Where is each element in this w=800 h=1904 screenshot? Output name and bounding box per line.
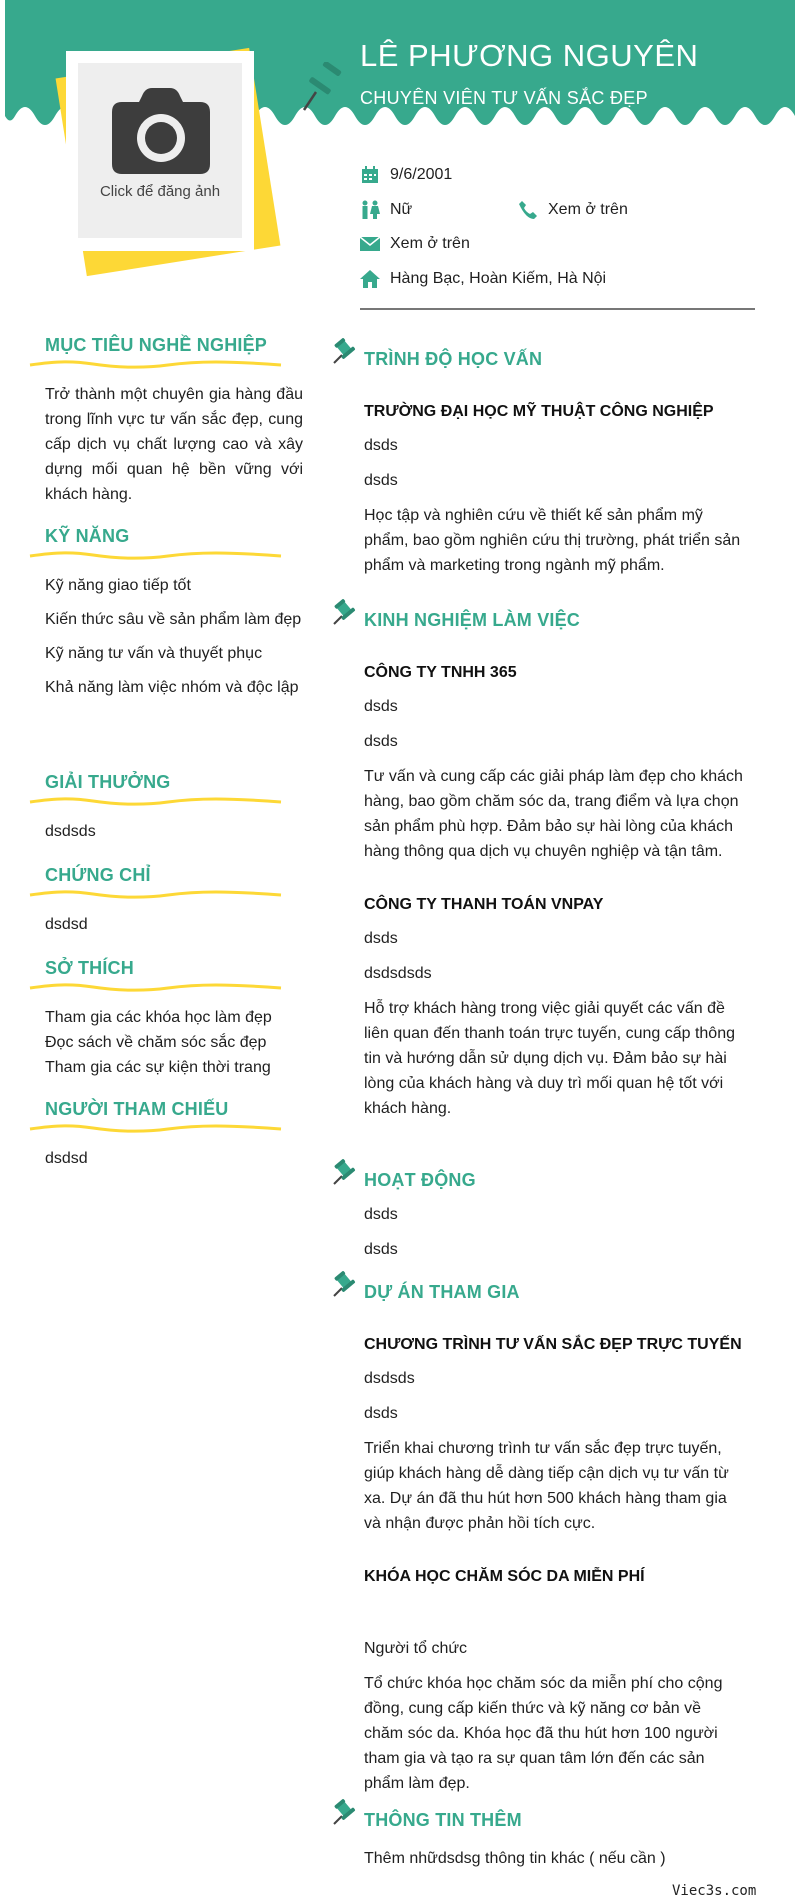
activities-heading: HOẠT ĐỘNG [364, 1169, 476, 1190]
candidate-name: LÊ PHƯƠNG NGUYÊN [360, 38, 699, 73]
birthday-row [360, 165, 452, 185]
job-line: dsds [364, 733, 398, 750]
hobbies-section [28, 958, 310, 1080]
objective-text: Trở thành một chuyên gia hàng đầu trong lĩnh vực tư vấn sắc đẹp, cung cấp dịch vụ chất lượng cao và xây dựng mối quan hệ bền vững với khách hàng. [45, 386, 303, 503]
email-row [360, 234, 470, 254]
gender-value: Nữ [390, 201, 413, 218]
awards-section [28, 772, 310, 844]
skills-list [45, 573, 303, 700]
address-value: Hàng Bạc, Hoàn Kiếm, Hà Nội [390, 270, 607, 287]
photo-upload-area[interactable] [78, 63, 242, 238]
certificates-heading: CHỨNG CHỈ [45, 865, 151, 885]
company-name: CÔNG TY THANH TOÁN VNPAY [364, 896, 604, 913]
home-icon [360, 269, 380, 289]
job-description: Tư vấn và cung cấp các giải pháp làm đẹp cho khách hàng, bao gồm chăm sóc da, trang điểm và lựa chọn sản phẩm phù hợp. Đảm bảo sự hài lòng của khách hàng thông qua dịch vụ chuyên nghiệp và tận tâm. [364, 768, 743, 860]
experience-heading: KINH NGHIỆM LÀM VIỆC [364, 609, 581, 630]
birthday-value: 9/6/2001 [390, 166, 453, 183]
references-text: dsdsd [45, 1150, 88, 1167]
hobbies-list [45, 1005, 303, 1080]
photo-caption: Click để đăng ảnh [99, 183, 221, 200]
pushpin-icon [330, 337, 356, 367]
certificates-section [28, 865, 310, 937]
section-underline [28, 551, 283, 561]
site-watermark: Viec3s.com [672, 1883, 757, 1899]
objective-heading: MỤC TIÊU NGHỀ NGHIỆP [45, 335, 268, 355]
header-divider [360, 308, 755, 310]
project-description: Triển khai chương trình tư vấn sắc đẹp trực tuyến, giúp khách hàng dễ dàng tiếp cận dịch vụ tư vấn từ xa. Dự án đã thu hút hơn 500 khách hàng tham gia và nhận được phản hồi tích cực. [364, 1440, 729, 1532]
references-heading: NGƯỜI THAM CHIẾU [45, 1099, 229, 1119]
pushpin-icon [330, 1158, 356, 1188]
job-line: dsdsdsds [364, 965, 432, 982]
job-title: CHUYÊN VIÊN TƯ VẤN SẮC ĐẸP [360, 88, 648, 108]
phone-row [518, 200, 628, 220]
skill-item: Khả năng làm việc nhóm và độc lập [45, 679, 299, 696]
references-section [28, 1099, 310, 1171]
job-line: dsds [364, 930, 398, 947]
gender-icon [360, 200, 380, 220]
section-underline [28, 797, 283, 807]
education-line: dsds [364, 437, 398, 454]
project-role: Người tổ chức [364, 1640, 468, 1657]
project-line: dsds [364, 1405, 398, 1422]
skill-item: Kiến thức sâu về sản phẩm làm đẹp [45, 611, 302, 628]
calendar-icon [360, 165, 380, 185]
gender-row [360, 200, 412, 220]
hobby-item: Tham gia các khóa học làm đẹp [45, 1009, 272, 1026]
hobbies-heading: SỞ THÍCH [45, 958, 134, 978]
job-line: dsds [364, 698, 398, 715]
activities-section [330, 1166, 750, 1262]
company-name: CÔNG TY TNHH 365 [364, 664, 517, 681]
photo-frame [50, 40, 290, 280]
section-underline [28, 890, 283, 900]
project-description: Tổ chức khóa học chăm sóc da miễn phí cho cộng đồng, cung cấp kiến thức và kỹ năng cơ bản về chăm sóc da. Khóa học đã thu hút hơn 100 người tham gia và tạo ra sự quan tâm lớn đến các sản phẩm làm đẹp. [364, 1675, 723, 1792]
phone-icon [518, 200, 538, 220]
certificates-text: dsdsd [45, 916, 88, 933]
pushpin-icon [298, 62, 342, 114]
experience-section [330, 606, 750, 1121]
education-section [330, 345, 750, 578]
additional-text: Thêm nhữdsdsg thông tin khác ( nếu cần ) [364, 1850, 666, 1867]
additional-section [330, 1806, 750, 1871]
awards-heading: GIẢI THƯỞNG [45, 772, 171, 792]
school-name: TRƯỜNG ĐẠI HỌC MỸ THUẬT CÔNG NGHIỆP [364, 403, 714, 420]
skills-section [28, 526, 310, 709]
additional-heading: THÔNG TIN THÊM [364, 1809, 522, 1830]
skill-item: Kỹ năng giao tiếp tốt [45, 577, 191, 594]
hobby-item: Tham gia các sự kiện thời trang [45, 1059, 271, 1076]
skill-item: Kỹ năng tư vấn và thuyết phục [45, 645, 263, 662]
pushpin-icon [330, 598, 356, 628]
education-heading: TRÌNH ĐỘ HỌC VẤN [364, 348, 543, 369]
objective-section [28, 335, 310, 507]
education-line: dsds [364, 472, 398, 489]
section-underline [28, 360, 283, 370]
projects-heading: DỰ ÁN THAM GIA [364, 1281, 520, 1302]
projects-section [330, 1278, 750, 1796]
email-value[interactable]: Xem ở trên [390, 235, 470, 252]
project-name: KHÓA HỌC CHĂM SÓC DA MIỄN PHÍ [364, 1568, 645, 1585]
mail-icon [360, 234, 380, 254]
project-line: dsdsds [364, 1370, 415, 1387]
awards-text: dsdsds [45, 823, 96, 840]
camera-icon [112, 88, 210, 174]
phone-value[interactable]: Xem ở trên [548, 201, 628, 218]
skills-heading: KỸ NĂNG [45, 526, 130, 546]
section-underline [28, 983, 283, 993]
project-name: CHƯƠNG TRÌNH TƯ VẤN SẮC ĐẸP TRỰC TUYẾN [364, 1336, 742, 1353]
section-underline [28, 1124, 283, 1134]
activity-line: dsds [364, 1241, 398, 1258]
education-description: Học tập và nghiên cứu về thiết kế sản phẩm mỹ phẩm, bao gồm nghiên cứu thị trường, phát triển sản phẩm và marketing trong ngành mỹ phẩm. [364, 507, 741, 574]
job-description: Hỗ trợ khách hàng trong việc giải quyết các vấn đề liên quan đến thanh toán trực tuyến, cung cấp thông tin và hướng dẫn sử dụng dịch vụ. Đảm bảo sự hài lòng của khách hàng và duy trì mối quan hệ tốt với khách hàng. [364, 1000, 735, 1117]
activity-line: dsds [364, 1206, 398, 1223]
pushpin-icon [330, 1798, 356, 1828]
address-row [360, 269, 606, 289]
pushpin-icon [330, 1270, 356, 1300]
hobby-item: Đọc sách về chăm sóc sắc đẹp [45, 1034, 267, 1051]
